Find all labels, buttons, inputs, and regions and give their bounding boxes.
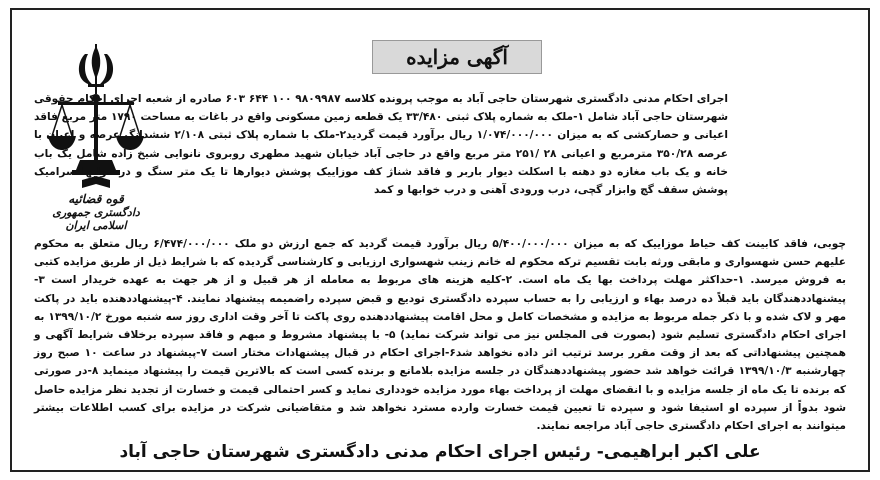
emblem-caption-judiciary: قوه قضائیه (68, 192, 124, 206)
notice-signature: علی اکبر ابراهیمی- رئیس اجرای احکام مدنی دادگستری شهرستان حاجی آباد (119, 442, 761, 462)
notice-frame (10, 8, 870, 472)
emblem-caption-justice-department: دادگستری جمهوری اسلامی ایران (52, 206, 140, 232)
notice-title: آگهی مزایده (372, 40, 542, 74)
notice-paragraph-bottom: چوبی، فاقد کابینت کف حیاط موزاییک که به میزان ۵/۴۰۰/۰۰۰/۰۰۰ ریال برآورد قیمت گردید که جمع ارزش دو ملک ۶/۴۷۴/۰۰۰/۰۰۰ ریال متعلق به محکوم علیهم حسن شهسواری و مابقی ورثه بابت تقسیم ترکه محکوم له خانم زینب شهسواری ارزیابی و کارشناسی گردیده که با شرایط ذیل از طریق مزایده کتبی به فروش میرسد. ۱-حداکثر مهلت پرداخت بها یک ماه است. ۲-کلیه هزینه های مربوط به معامله از هر قبیل و از هر جهت به عهده خریدار است ۳-پیشنهاددهندگان باید قبلاً ده درصد بهاء و ارزیابی را به حساب سپرده دادگستری تودیع و قبض سپرده راضمیمه پیشنهاد نمایند. ۴-پیشنهاددهنده باید در پاکت مهر و لاک شده و با ذکر جمله مربوط به مزایده و مشخصات کامل و محل اقامت پیشنهاددهنده روی پاکت تا آخر وقت اداری روز سه شنبه مورخ ۱۳۹۹/۱۰/۲ به اجرای احکام دادگستری تسلیم شود (بصورت فی المجلس نیز می تواند شرکت نماید) ۵- با پیشنهاد مشروط و مبهم و فاقد سپرده برخلاف شرایط آگهی و همچنین پیشنهاداتی که بعد از وقت مقرر برسد ترتیب اثر داده نخواهد شد۶-اجرای احکام در قبال پیشنهادات مختار است ۷-پیشنهاد در ساعت ۱۰ صبح روز چهارشنبه ۱۳۹۹/۱۰/۳ قرائت خواهد شد حضور پیشنهاددهندگان در جلسه مزایده بلامانع و برنده کسی است که بالاترین قیمت را پیشنهاد مینماید ۸-در صورتی که برنده تا یک ماه از جلسه مزایده و با انقضای مهلت از پرداخت بهاء مورد مزایده خودداری نماید و کسر احتمالی قیمت و خسارت از تجدید نظر مزایده حاصل شود بدواً از سپرده او استیفا شود و سپرده تا تعیین قیمت خسارت وارده مسترد نخواهد شد و متقاضیانی شرکت در مزایده برای کسب اطلاعات بیشتر میتوانند به اجرای احکام دادگستری حاجی آباد مراجعه نمایند. (34, 238, 847, 433)
notice-paragraph-top: اجرای احکام مدنی دادگستری شهرستان حاجی آباد به موجب پرونده کلاسه ۹۸۰۹۹۸۷ ۱۰۰ ۶۴۴ ۶۰۳ صادره از شعبه اجرای احکام حقوقی شهرستان حاجی آباد شامل ۱-ملک به شماره پلاک ثبتی ۳۳/۴۸۰ یک قطعه زمین مسکونی واقع در باغات به مساحت ۱۷۹۰ متر مربع فاقد اعیانی و حصارکشی که به میزان ۱/۰۷۴/۰۰۰/۰۰۰ ریال برآورد قیمت گردید۲-ملک با شماره پلاک ثبتی ۲/۱۰۸ ششدانگ عرصه و اعیان با عرصه ۳۵۰/۲۸ مترمربع و اعیانی ۲۸ /۲۵۱ متر مربع واقع در حاجی آباد خیابان شهید مطهری روبروی نانوایی شیخ زاده شامل یک باب خانه و یک باب مغازه دو دهنه با اسکلت دیوار باربر و فاقد شناژ کف موزاییک پوشش دیوارها تا یک متر سنگ و در خوابها سرامیک پوشش سقف گچ وابزار گچی، درب ورودی آهنی و درب خوابها و کمد (34, 93, 729, 197)
